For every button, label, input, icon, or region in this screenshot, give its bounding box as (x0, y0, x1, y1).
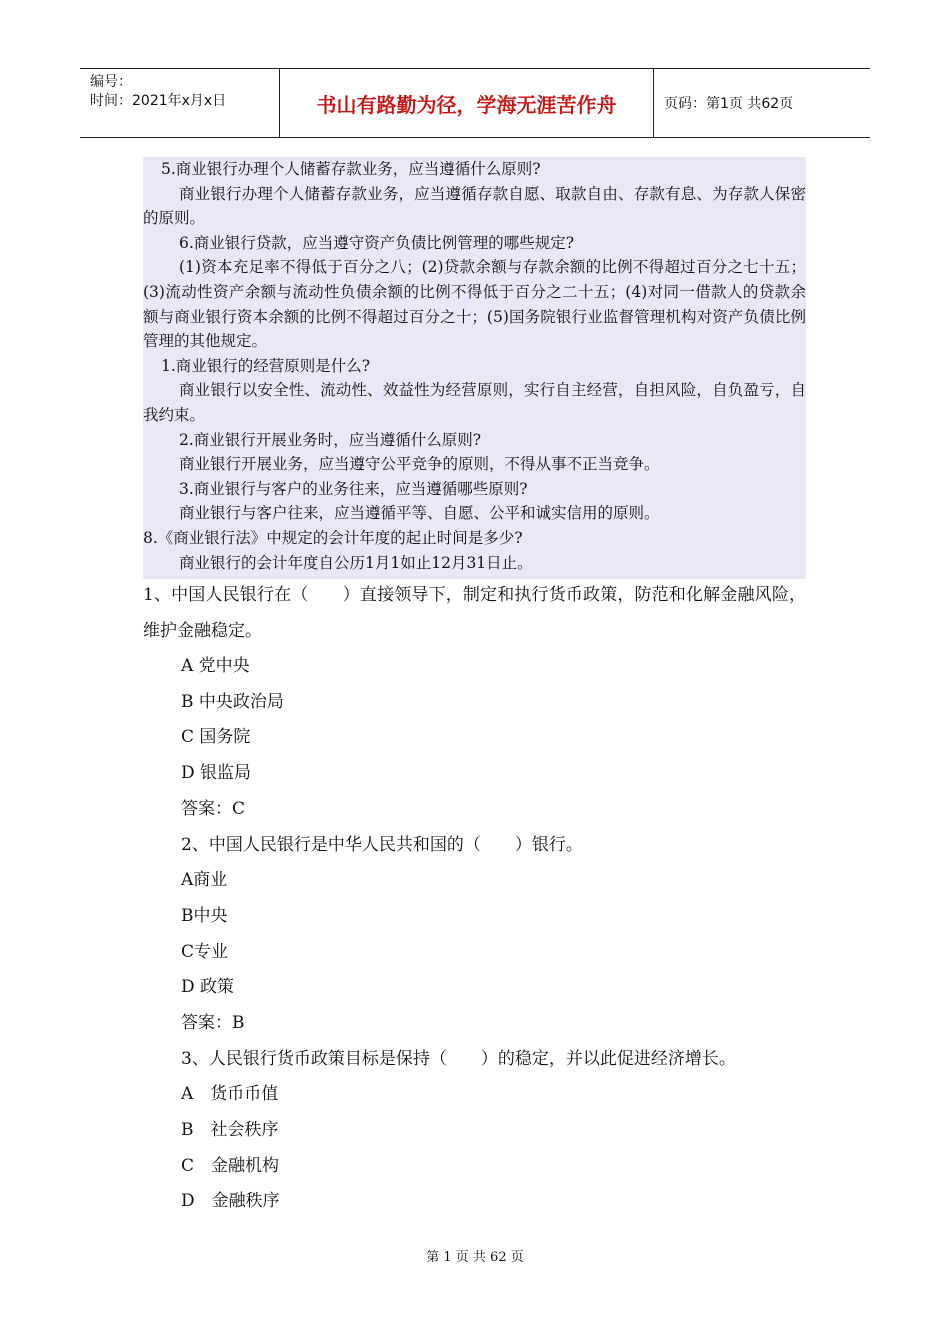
shaded-question-1: 1.商业银行的经营原则是什么? (161, 356, 371, 375)
question-1: 1、中国人民银行在（ ）直接领导下，制定和执行货币政策，防范和化解金融风险，维护金融稳定。 (143, 585, 806, 642)
shaded-question-6: 6.商业银行贷款，应当遵守资产负债比例管理的哪些规定? (179, 233, 575, 252)
header-motto: 书山有路勤为径，学海无涯苦作舟 (280, 69, 654, 137)
question-3-option-a: A 货币币值 (181, 1084, 279, 1105)
page-footer: 第 1 页 共 62 页 (426, 1250, 524, 1265)
question-2-option-a: A商业 (181, 870, 228, 891)
page-header (80, 68, 870, 138)
header-page-info: 页码：第1页 共62页 (664, 96, 794, 112)
shaded-answer-2: 商业银行开展业务，应当遵守公平竞争的原则，不得从事不正当竞争。 (179, 455, 660, 474)
shaded-answer-6: (1)资本充足率不得低于百分之八；(2)贷款余额与存款余额的比例不得超过百分之七十五；(3)流动性资产余额与流动性负债余额的比例不得低于百分之二十五；(4)对同一借款人的贷款余额与商业银行资本余额的比例不得超过百分之十；(5)国务院银行业监督管理机构对资产负债比例管理的其他规定。 (143, 258, 806, 351)
question-2-option-d: D 政策 (181, 977, 235, 998)
question-3: 3、人民银行货币政策目标是保持（ ）的稳定，并以此促进经济增长。 (181, 1048, 736, 1069)
shaded-question-2: 2.商业银行开展业务时，应当遵循什么原则? (179, 430, 482, 449)
document-time: 时间：2021年x月x日 (90, 93, 227, 109)
header-left-cell (80, 69, 280, 137)
document-content (143, 157, 806, 1220)
document-number-label: 编号： (90, 74, 132, 90)
question-1-option-d: D 银监局 (181, 763, 252, 784)
multiple-choice-section (143, 577, 806, 1220)
question-1-answer: 答案：C (181, 798, 246, 819)
shaded-answer-3: 商业银行与客户往来，应当遵循平等、自愿、公平和诚实信用的原则。 (179, 504, 660, 523)
question-2: 2、中国人民银行是中华人民共和国的（ ）银行。 (181, 834, 583, 855)
shaded-answer-1: 商业银行以安全性、流动性、效益性为经营原则，实行自主经营，自担风险，自负盈亏，自我约束。 (143, 381, 806, 424)
shaded-question-3: 3.商业银行与客户的业务往来，应当遵循哪些原则? (179, 479, 528, 498)
question-2-answer: 答案：B (181, 1012, 245, 1033)
question-3-option-c: C 金融机构 (181, 1155, 280, 1176)
shaded-answer-5: 商业银行办理个人储蓄存款业务，应当遵循存款自愿、取款自由、存款有息、为存款人保密的原则。 (143, 184, 806, 228)
shaded-question-8: 8.《商业银行法》中规定的会计年度的起止时间是多少? (143, 528, 523, 547)
shaded-answer-8: 商业银行的会计年度自公历1月1如止12月31日止。 (179, 553, 533, 572)
question-1-option-c: C 国务院 (181, 727, 251, 748)
question-1-option-a: A 党中央 (181, 656, 250, 677)
shaded-question-5: 5.商业银行办理个人储蓄存款业务，应当遵循什么原则? (161, 160, 541, 178)
question-2-option-b: B中央 (181, 905, 228, 926)
question-1-option-b: B 中央政治局 (181, 691, 284, 712)
question-3-option-d: D 金融秩序 (181, 1191, 280, 1212)
shaded-qa-section (143, 157, 806, 575)
question-3-option-b: B 社会秩序 (181, 1120, 279, 1141)
question-2-option-c: C专业 (181, 941, 229, 962)
